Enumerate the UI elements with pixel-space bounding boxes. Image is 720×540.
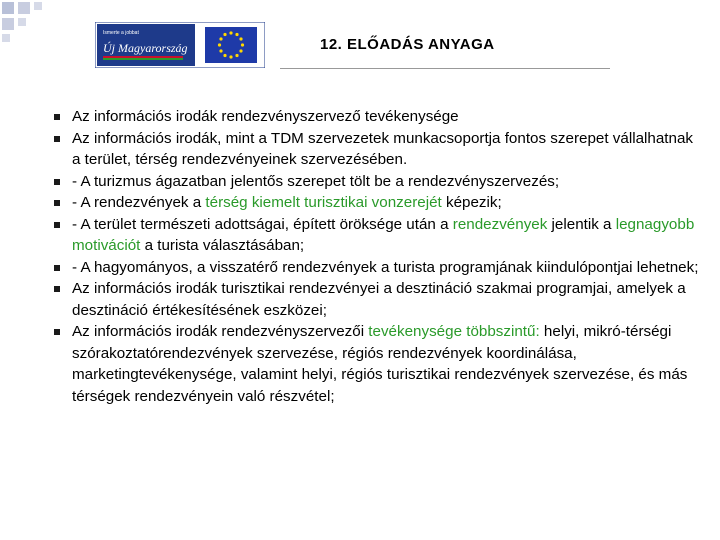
highlighted-text: tevékenysége többszintű: [368,323,540,340]
slide-title: 12. ELŐADÁS ANYAGA [320,36,495,53]
bullet-square-icon [54,114,60,120]
title-divider [280,68,610,69]
bullet-square-icon [54,265,60,271]
bullet-text: képezik; [441,194,502,211]
bullet-item [60,257,700,279]
bullet-square-icon [54,329,60,335]
bullet-item [60,321,700,407]
bullet-item [60,192,700,214]
bullet-text: jelentik a [547,215,616,233]
bullet-text: Az információs irodák rendezvényszervező tevékenysége [72,108,459,125]
bullet-item [60,278,700,321]
bullet-square-icon [54,200,60,206]
bullet-square-icon [54,179,60,185]
bullet-square-icon [54,286,60,292]
bullet-text: helyi, mikró-térségi szórakoztatórendezvények szervezése, régiós rendezvények koordinálása, marketingtevékenysége, valamint helyi, régiós turisztikai rendezvények szervezése, és más térségek rendezvényein való részvétel; [72,323,688,405]
bullet-item [60,106,700,128]
corner-decoration [0,0,80,60]
bullet-item [60,171,700,193]
bullet-square-icon [54,222,60,228]
bullet-text: Az információs irodák, mint a TDM szervezetek munkacsoportja fontos szerepet vállalhatnak a terület, térség rendezvényeinek szervezésében. [72,129,693,168]
bullet-text: Az információs irodák rendezvényszervezői [72,323,369,340]
bullet-text: - A terület természeti adottságai, épített öröksége után a [72,215,453,233]
new-hungary-eu-logo [95,22,265,68]
logo-text: Új Magyarország [103,41,188,55]
bullet-text: Az információs irodák turisztikai rendezvényei a desztináció szakmai programjai, amelyek a desztináció értékesítésének eszközei; [72,280,686,319]
bullet-item [60,128,700,171]
svg-text:Ismerte a jobbat: Ismerte a jobbat [103,30,139,36]
bullet-text: - A hagyományos, a visszatérő rendezvények a turista programjának kiindulópontjai lehetnek; [72,258,699,276]
bullet-square-icon [54,136,60,142]
bullet-text: a turista választásában; [140,237,305,254]
bullet-list [60,106,700,407]
highlighted-text: térség kiemelt turisztikai vonzerejét [205,194,442,211]
highlighted-text: rendezvények [452,215,548,233]
highlighted-text: legnagyobb motivációt [72,215,695,254]
bullet-text: - A rendezvények a [72,194,206,211]
bullet-item [60,214,700,257]
bullet-text: - A turizmus ágazatban jelentős szerepet tölt be a rendezvényszervezés; [72,172,560,190]
